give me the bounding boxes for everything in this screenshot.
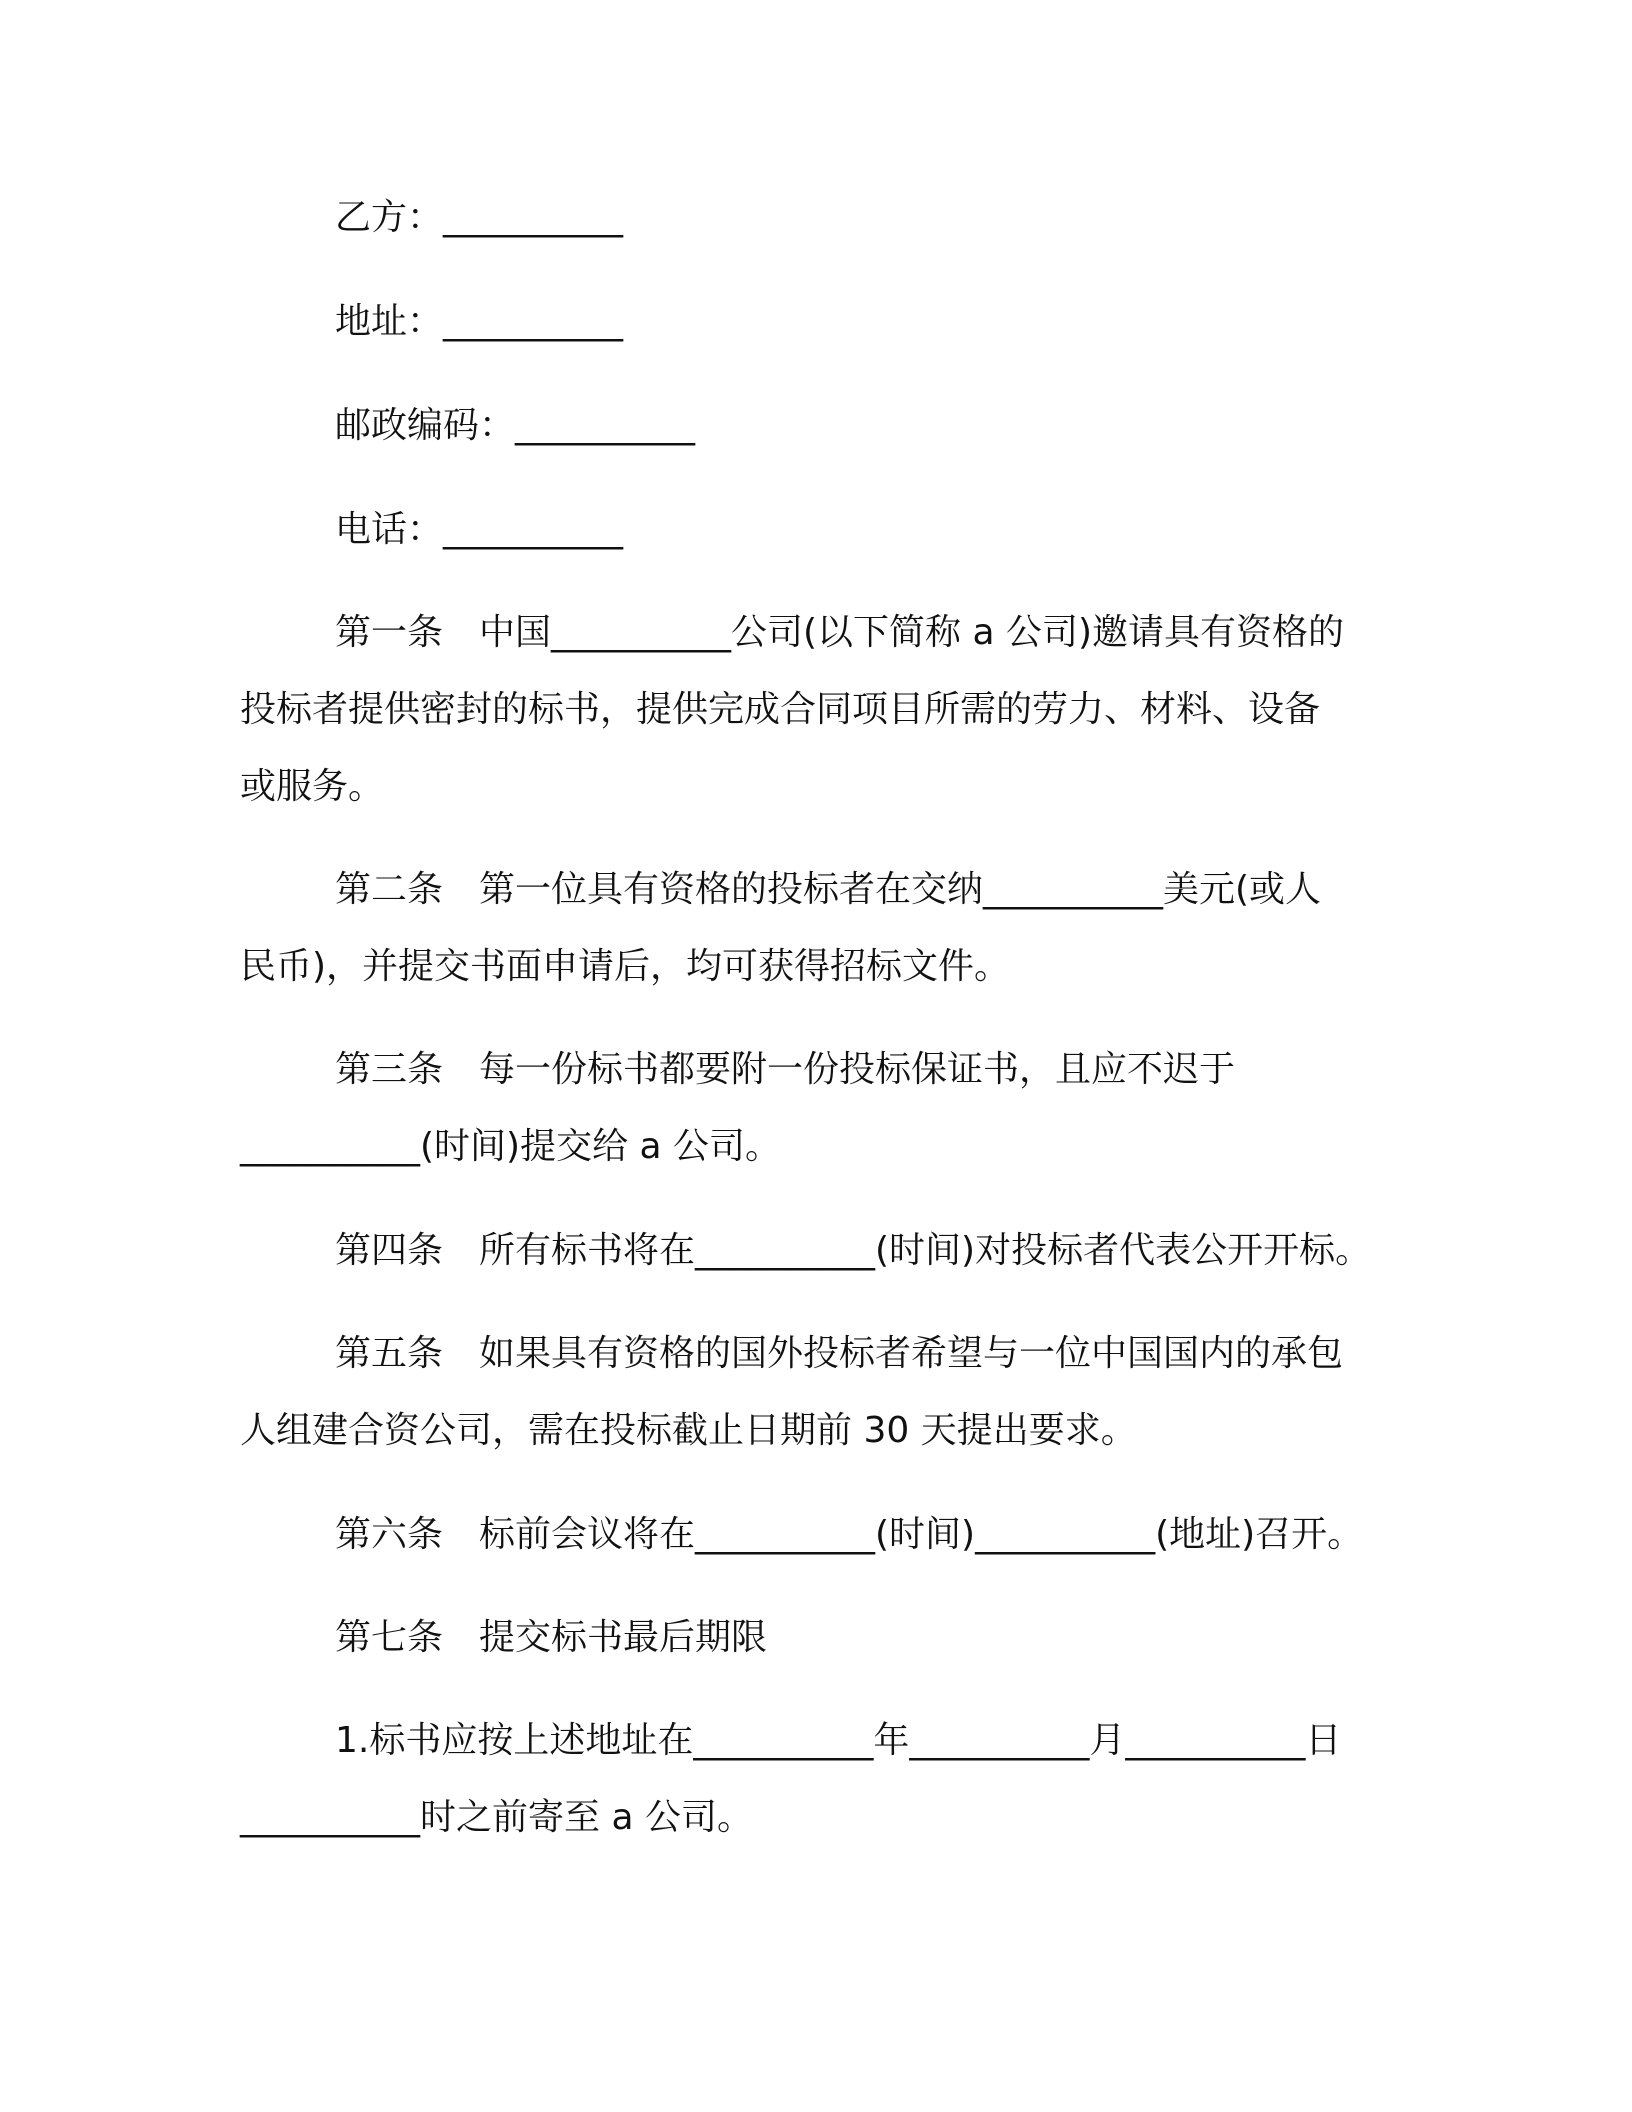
article-5-line-1: 第五条 如果具有资格的国外投标者希望与一位中国国内的承包 xyxy=(335,1333,1344,1374)
article-1-line-1: 第一条 中国__________公司(以下简称 a 公司)邀请具有资格的 xyxy=(335,612,1345,653)
article-7-item-1-line-2: __________时之前寄至 a 公司。 xyxy=(240,1797,753,1838)
postal-code-line: 邮政编码：__________ xyxy=(335,405,696,446)
article-7-line-1: 第七条 提交标书最后期限 xyxy=(335,1617,768,1658)
article-1-line-2: 投标者提供密封的标书，提供完成合同项目所需的劳力、材料、设备 xyxy=(240,689,1321,730)
article-4-line-1: 第四条 所有标书将在__________(时间)对投标者代表公开开标。 xyxy=(335,1230,1372,1271)
article-3-line-1: 第三条 每一份标书都要附一份投标保证书，且应不迟于 xyxy=(335,1049,1236,1090)
article-3-line-2: __________(时间)提交给 a 公司。 xyxy=(240,1126,782,1167)
article-6-line-1: 第六条 标前会议将在__________(时间)__________(地址)召开。 xyxy=(335,1514,1364,1555)
article-2-line-1: 第二条 第一位具有资格的投标者在交纳__________美元(或人 xyxy=(335,869,1322,910)
article-1-line-3: 或服务。 xyxy=(240,766,385,807)
article-5-line-2: 人组建合资公司，需在投标截止日期前 30 天提出要求。 xyxy=(240,1410,1137,1451)
article-2-line-2: 民币)，并提交书面申请后，均可获得招标文件。 xyxy=(240,946,1011,987)
phone-line: 电话：__________ xyxy=(335,509,624,550)
article-7-item-1-line-1: 1.标书应按上述地址在__________年__________月__________日 xyxy=(335,1720,1342,1761)
party-b-line: 乙方：__________ xyxy=(335,197,624,238)
address-line: 地址：__________ xyxy=(335,301,624,342)
